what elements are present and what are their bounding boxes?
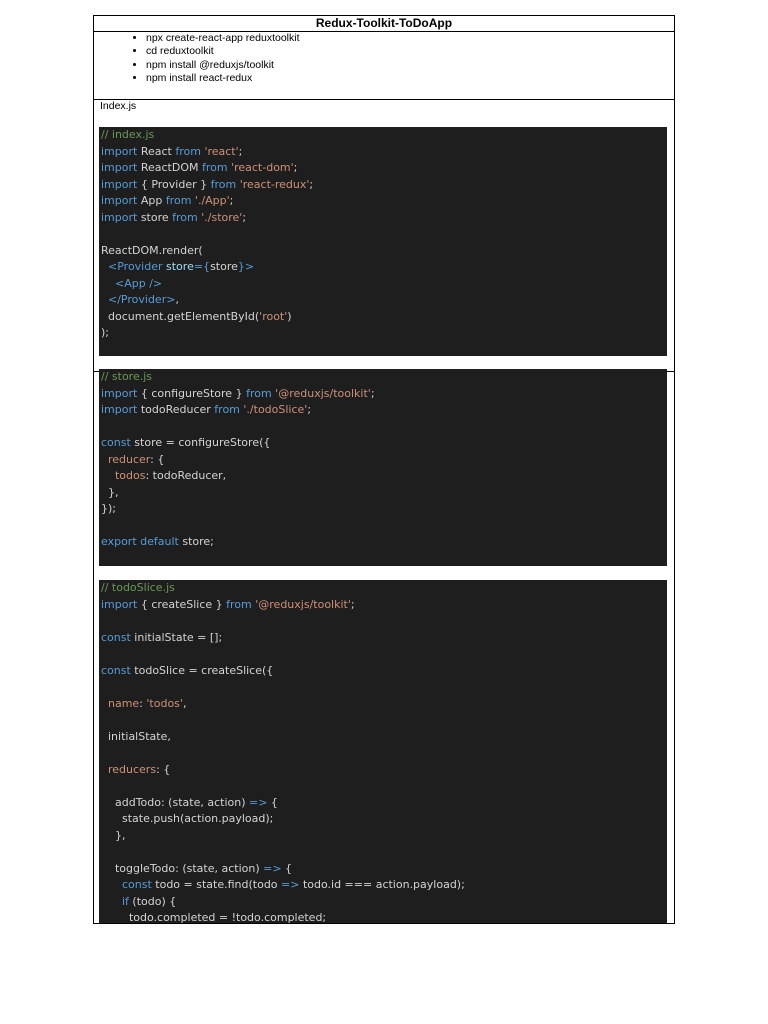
code-line [101,646,667,663]
code-line [101,811,667,828]
code-token: '@reduxjs/toolkit' [251,597,351,611]
code-line [101,226,667,243]
code-token: : { [156,762,171,776]
code-token: ; [350,597,355,611]
setup-steps-list [146,32,300,86]
code-token: 'react-dom' [227,161,294,174]
code-token: ReactDOM.render( [101,243,203,257]
setup-step: • cd reduxtoolkit [146,45,300,58]
code-token: ; [293,161,298,174]
code-token: store [137,210,173,224]
code-token: import [101,144,138,158]
code-token: ) [287,309,292,323]
code-line [101,127,667,144]
code-token: const [121,878,152,891]
code-token: // index.js [101,128,155,141]
code-line [101,795,667,812]
code-token: todo = state.find(todo [151,878,282,891]
code-token: < [101,276,125,290]
code-token: ; [370,386,375,400]
code-token: reducers [101,762,157,776]
code-token: 'react-redux' [236,177,310,191]
code-line [101,534,667,551]
code-token: }, [101,485,119,499]
code-token: ={ [193,260,211,273]
code-token: initialState = []; [130,630,223,644]
code-token: todos [101,469,146,482]
code-line [101,696,667,713]
code-token: reducer [101,452,151,466]
code-line [101,402,667,419]
code-line [101,452,667,469]
code-block-index [99,127,667,356]
code-token: store [210,260,238,273]
code-token: import [101,386,138,400]
code-line [101,435,667,452]
code-line [101,276,667,293]
code-token: initialState, [101,729,171,743]
code-token: import [101,194,138,207]
code-line [101,518,667,535]
code-line [101,501,667,518]
code-token: }); [101,502,116,515]
setup-step: • npm install react-redux [146,72,300,85]
code-token: const [101,630,131,644]
code-token: ; [309,177,314,191]
code-token: import [101,210,138,224]
code-token: ; [307,403,312,416]
code-token: export [101,535,137,548]
code-token: './App' [191,194,230,207]
code-block-store [99,369,667,566]
code-token: ); [101,326,109,339]
code-token: (todo) { [128,894,177,908]
code-token: from [201,161,228,174]
code-token: { Provider } [137,177,211,191]
code-token: > [166,293,176,306]
code-line [101,325,667,342]
code-line [101,369,667,386]
code-line [101,894,667,911]
code-line [101,193,667,210]
code-token: => [263,861,282,875]
code-token: import [101,177,138,191]
code-token: 'root' [259,309,288,323]
code-line [101,828,667,845]
code-line [101,877,667,894]
code-line [101,210,667,227]
code-token: if [121,894,129,908]
code-token: // todoSlice.js [101,581,175,594]
code-token: store = configureStore({ [130,436,271,449]
code-token: from [226,597,252,611]
code-line [101,861,667,878]
setup-step: • npm install @reduxjs/toolkit [146,59,300,72]
code-token: addTodo: (state, action) [101,795,249,809]
code-token: from [165,194,192,207]
code-cell [94,100,674,372]
code-token: App [137,194,166,207]
code-line [101,243,667,260]
code-token: }> [237,260,255,273]
code-token: state.push(action.payload); [101,812,274,825]
code-token: ; [238,144,243,158]
code-token: { configureStore } [137,386,247,400]
code-line [101,144,667,161]
code-token: ; [242,210,247,224]
code-line [101,485,667,502]
code-token: : { [150,452,165,466]
code-line [101,309,667,326]
code-token: from [172,210,198,224]
code-token: './todoSlice' [239,403,308,416]
code-token: const [101,663,131,677]
code-token: import [101,161,138,174]
code-token: , [182,696,187,710]
code-token: => [281,878,300,891]
code-line [101,259,667,276]
document-title: Redux-Toolkit-ToDoApp [94,16,674,32]
code-line [101,597,667,614]
code-token: import [101,403,138,416]
code-token: : todoReducer, [145,469,227,482]
code-token: React [137,144,176,158]
code-line [101,844,667,861]
code-token: from [246,386,272,400]
code-token: name [101,696,140,710]
code-token: toggleTodo: (state, action) [101,861,264,875]
code-line [101,729,667,746]
code-line [101,778,667,795]
code-line [101,712,667,729]
code-line [101,910,667,924]
code-line [101,177,667,194]
code-token: default [140,535,179,548]
code-token: 'react' [200,144,239,158]
code-token: </ [101,293,121,306]
code-token: { createSlice } [137,597,227,611]
code-block-slice [99,580,667,924]
code-token: todoReducer [137,403,215,416]
setup-steps-cell [94,32,674,100]
code-token: { [267,795,278,809]
code-token: ReactDOM [137,161,202,174]
code-line [101,663,667,680]
code-line [101,630,667,647]
code-token: Provider [117,260,163,273]
document-table [93,15,675,924]
code-token: => [248,795,268,809]
code-line [101,580,667,597]
code-token: store; [178,535,214,548]
code-token: './store' [197,210,243,224]
code-line [101,292,667,309]
code-line [101,762,667,779]
code-token: document.getElementById( [101,309,260,323]
code-token: : [139,696,147,710]
code-token: todoSlice = createSlice({ [130,663,274,677]
code-token: }, [101,828,126,842]
code-token: App [124,276,146,290]
file-label: Index.js [100,100,137,112]
code-line [101,679,667,696]
code-token: from [214,403,240,416]
code-token [101,878,122,891]
code-token: , [175,293,179,306]
code-line [101,419,667,436]
code-token: /> [145,276,163,290]
code-token: const [101,436,131,449]
code-token: store [162,260,194,273]
code-token [101,895,122,908]
code-token: import [101,597,138,611]
code-token: ; [229,194,234,207]
code-token: todo.completed = !todo.completed; [101,911,327,924]
code-line [101,613,667,630]
code-line [101,160,667,177]
code-token: { [281,861,293,875]
code-token: todo.id === action.payload); [299,878,465,891]
code-token: 'todos' [146,696,183,710]
code-token: '@reduxjs/toolkit' [271,386,371,400]
code-token: // store.js [101,370,153,383]
code-line [101,386,667,403]
code-line [101,468,667,485]
setup-step: • npx create-react-app reduxtoolkit [146,32,300,45]
code-token: < [101,260,118,273]
code-token: from [175,144,201,158]
code-token: Provider [120,293,167,306]
code-token: from [210,177,237,191]
code-line [101,745,667,762]
